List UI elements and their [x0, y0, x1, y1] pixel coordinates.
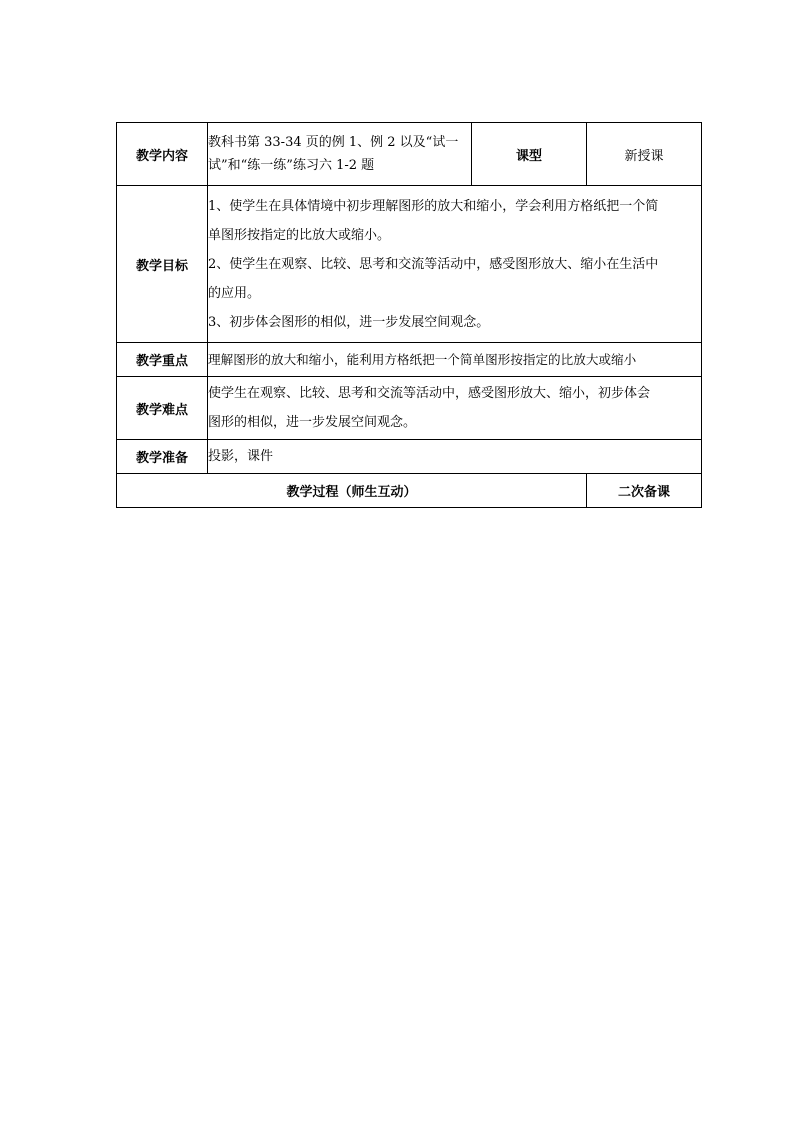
goal-line-4: 的应用。	[208, 285, 261, 301]
label-teaching-content: 教学内容	[117, 123, 208, 186]
difficulty-line-1: 使学生在观察、比较、思考和交流等活动中，感受图形放大、缩小，初步体会	[208, 386, 651, 401]
row-teaching-difficulty	[117, 377, 702, 440]
goal-line-2: 单图形按指定的比放大或缩小。	[208, 227, 391, 243]
teaching-process-label: 教学过程（师生互动）	[117, 474, 587, 508]
goal-line-5: 3、初步体会图形的相似，进一步发展空间观念。	[208, 314, 490, 330]
second-prep-label: 二次备课	[587, 474, 702, 508]
teaching-goals-cell	[208, 186, 702, 343]
goal-line-1: 1、使学生在具体情境中初步理解图形的放大和缩小，学会利用方格纸把一个简	[208, 198, 659, 214]
row-teaching-prep	[117, 440, 702, 474]
teaching-difficulty-cell	[208, 377, 702, 440]
label-teaching-prep: 教学准备	[117, 440, 208, 474]
row-teaching-focus	[117, 343, 702, 377]
label-lesson-type: 课型	[472, 123, 587, 186]
teaching-content-line-1: 教科书第 33-34 页的例 1、例 2 以及“试一	[208, 135, 459, 150]
label-teaching-focus: 教学重点	[117, 343, 208, 377]
teaching-content-line-2: 试”和“练一练”练习六 1-2 题	[208, 158, 375, 173]
lesson-type-value: 新授课	[587, 123, 702, 186]
lesson-plan-table	[116, 122, 702, 508]
difficulty-line-2: 图形的相似，进一步发展空间观念。	[208, 415, 417, 430]
label-teaching-difficulty: 教学难点	[117, 377, 208, 440]
row-teaching-goals	[117, 186, 702, 343]
teaching-content-cell	[208, 123, 472, 186]
label-teaching-goals: 教学目标	[117, 186, 208, 343]
teaching-prep-cell: 投影，课件	[208, 440, 702, 474]
goal-line-3: 2、使学生在观察、比较、思考和交流等活动中，感受图形放大、缩小在生活中	[208, 256, 659, 272]
row-teaching-process-header	[117, 474, 702, 508]
teaching-focus-cell: 理解图形的放大和缩小，能利用方格纸把一个简单图形按指定的比放大或缩小	[208, 343, 702, 377]
row-teaching-content	[117, 123, 702, 186]
